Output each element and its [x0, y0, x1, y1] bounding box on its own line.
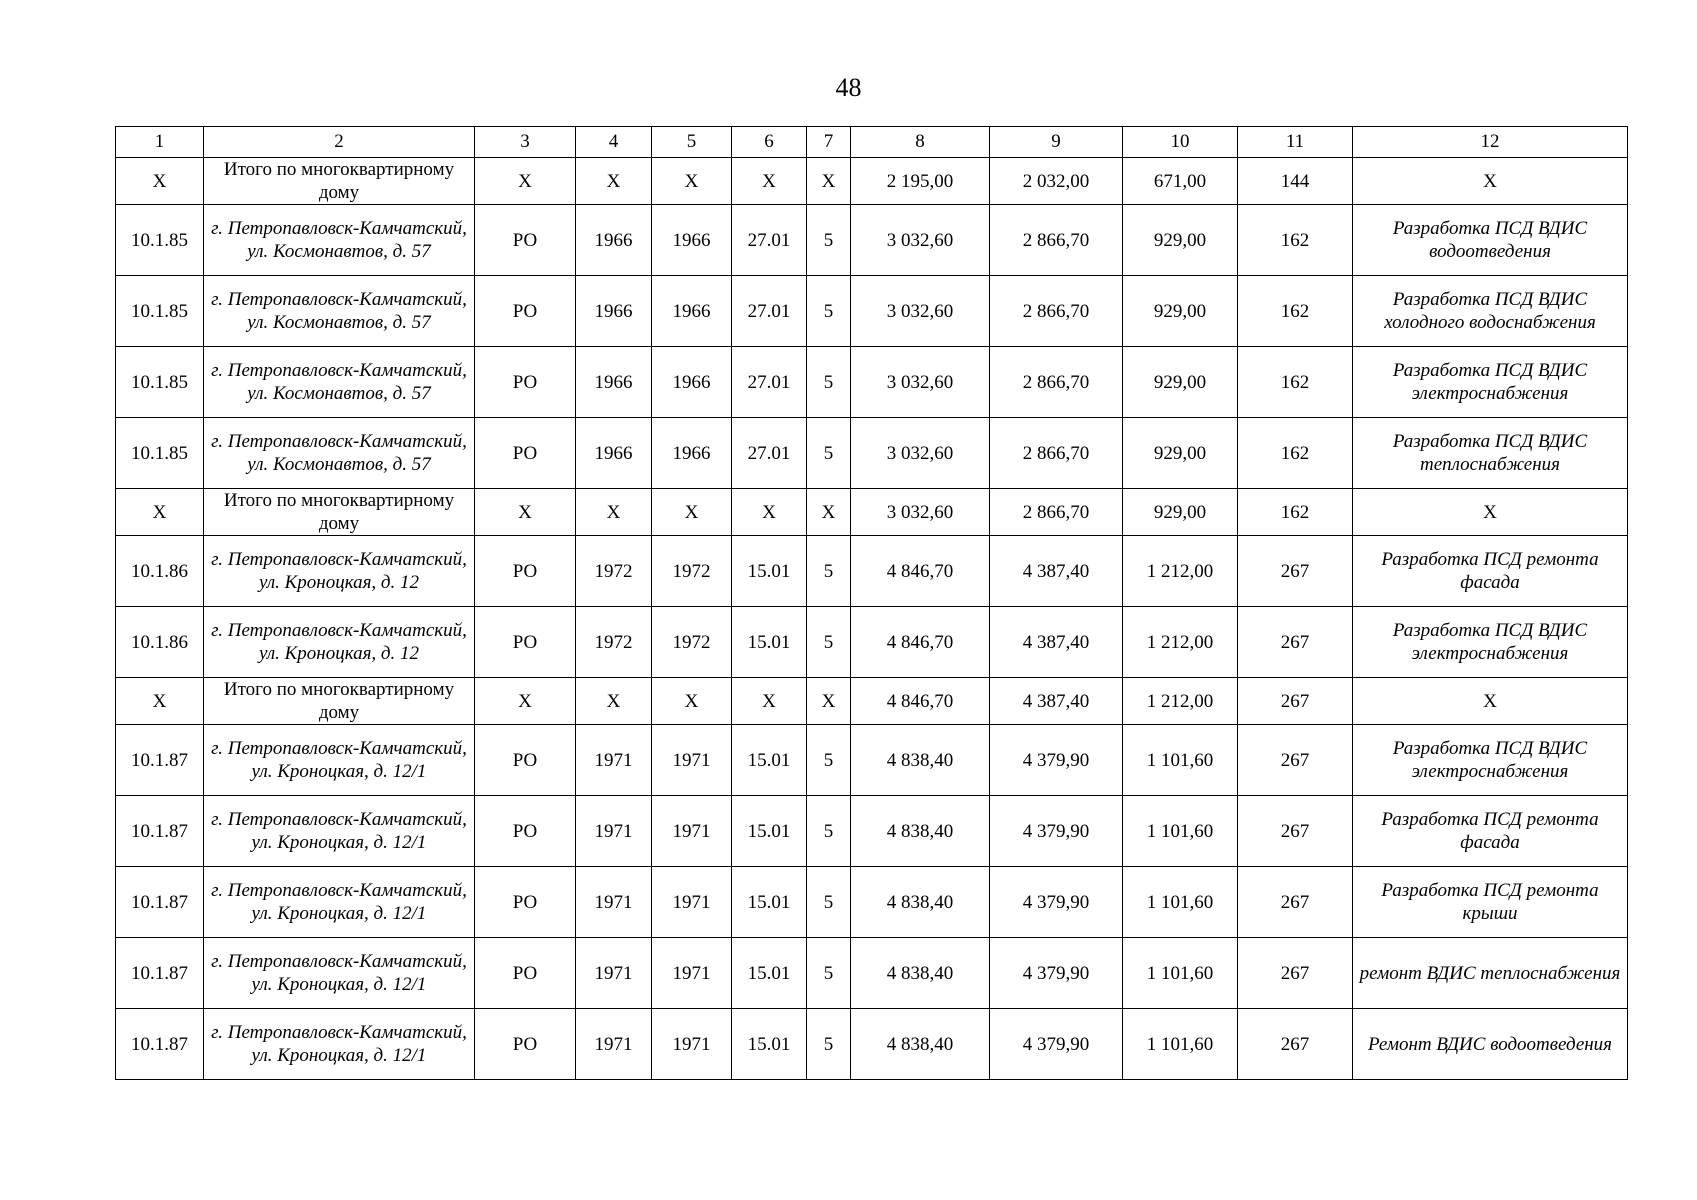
- floors-cell: 5: [807, 796, 851, 867]
- total-area-cell: 3 032,60: [851, 347, 990, 418]
- column-header: 7: [807, 127, 851, 158]
- column-header: 11: [1238, 127, 1353, 158]
- residents-cell: 144: [1238, 158, 1353, 205]
- work-type-cell: Разработка ПСД ВДИС электроснабжения: [1353, 725, 1628, 796]
- floors-cell: 5: [807, 347, 851, 418]
- address-cell: г. Петропавловск-Камчатский, ул. Космонавтов, д. 57: [204, 205, 475, 276]
- year-commissioned-cell: 1971: [652, 867, 732, 938]
- residential-area-cell: 2 032,00: [990, 158, 1123, 205]
- year-commissioned-cell: 1966: [652, 276, 732, 347]
- work-type-cell: Разработка ПСД ремонта фасада: [1353, 796, 1628, 867]
- row-number-cell: 10.1.85: [116, 418, 204, 489]
- owner-cell: РО: [475, 418, 576, 489]
- nonresidential-area-cell: 929,00: [1123, 489, 1238, 536]
- total-label-cell: Итого по многоквартирному дому: [204, 678, 475, 725]
- total-area-cell: 4 846,70: [851, 607, 990, 678]
- residents-cell: 162: [1238, 205, 1353, 276]
- table-body: [116, 127, 1628, 1080]
- row-number-cell: Х: [116, 158, 204, 205]
- code-cell: 15.01: [732, 938, 807, 1009]
- total-area-cell: 3 032,60: [851, 489, 990, 536]
- owner-cell: РО: [475, 205, 576, 276]
- code-cell: 27.01: [732, 205, 807, 276]
- address-cell: г. Петропавловск-Камчатский, ул. Кроноцкая, д. 12/1: [204, 796, 475, 867]
- year-commissioned-cell: Х: [652, 489, 732, 536]
- owner-cell: Х: [475, 158, 576, 205]
- residential-area-cell: 4 379,90: [990, 867, 1123, 938]
- address-cell: г. Петропавловск-Камчатский, ул. Кроноцкая, д. 12: [204, 607, 475, 678]
- work-type-cell: Разработка ПСД ВДИС теплоснабжения: [1353, 418, 1628, 489]
- residents-cell: 267: [1238, 796, 1353, 867]
- nonresidential-area-cell: 929,00: [1123, 347, 1238, 418]
- table-row: [116, 1009, 1628, 1080]
- residential-area-cell: 2 866,70: [990, 347, 1123, 418]
- residential-area-cell: 4 379,90: [990, 938, 1123, 1009]
- work-type-cell: Ремонт ВДИС водоотведения: [1353, 1009, 1628, 1080]
- column-header: 1: [116, 127, 204, 158]
- floors-cell: 5: [807, 1009, 851, 1080]
- owner-cell: РО: [475, 276, 576, 347]
- work-type-cell: Разработка ПСД ВДИС холодного водоснабжения: [1353, 276, 1628, 347]
- residents-cell: 162: [1238, 347, 1353, 418]
- nonresidential-area-cell: 1 101,60: [1123, 725, 1238, 796]
- year-built-cell: 1966: [576, 205, 652, 276]
- total-row: [116, 158, 1628, 205]
- work-type-cell: Разработка ПСД ВДИС электроснабжения: [1353, 347, 1628, 418]
- owner-cell: РО: [475, 1009, 576, 1080]
- floors-cell: Х: [807, 489, 851, 536]
- total-area-cell: 4 838,40: [851, 1009, 990, 1080]
- total-area-cell: 4 846,70: [851, 678, 990, 725]
- address-cell: г. Петропавловск-Камчатский, ул. Космонавтов, д. 57: [204, 276, 475, 347]
- owner-cell: Х: [475, 489, 576, 536]
- total-label-cell: Итого по многоквартирному дому: [204, 489, 475, 536]
- nonresidential-area-cell: 929,00: [1123, 418, 1238, 489]
- row-number-cell: 10.1.87: [116, 1009, 204, 1080]
- year-built-cell: 1971: [576, 867, 652, 938]
- year-commissioned-cell: Х: [652, 678, 732, 725]
- work-type-cell: Разработка ПСД ВДИС электроснабжения: [1353, 607, 1628, 678]
- total-area-cell: 4 838,40: [851, 867, 990, 938]
- residential-area-cell: 4 379,90: [990, 1009, 1123, 1080]
- year-built-cell: Х: [576, 678, 652, 725]
- residents-cell: 162: [1238, 418, 1353, 489]
- total-area-cell: 4 838,40: [851, 938, 990, 1009]
- residents-cell: 162: [1238, 276, 1353, 347]
- nonresidential-area-cell: 929,00: [1123, 276, 1238, 347]
- year-built-cell: 1972: [576, 607, 652, 678]
- floors-cell: 5: [807, 418, 851, 489]
- column-header: 5: [652, 127, 732, 158]
- table-row: [116, 276, 1628, 347]
- header-row: [116, 127, 1628, 158]
- column-header: 3: [475, 127, 576, 158]
- work-type-cell: Х: [1353, 489, 1628, 536]
- row-number-cell: 10.1.85: [116, 205, 204, 276]
- year-commissioned-cell: Х: [652, 158, 732, 205]
- row-number-cell: Х: [116, 489, 204, 536]
- work-type-cell: Разработка ПСД ремонта фасада: [1353, 536, 1628, 607]
- row-number-cell: 10.1.87: [116, 938, 204, 1009]
- residents-cell: 267: [1238, 867, 1353, 938]
- residents-cell: 267: [1238, 938, 1353, 1009]
- column-header: 8: [851, 127, 990, 158]
- year-commissioned-cell: 1971: [652, 725, 732, 796]
- year-built-cell: Х: [576, 158, 652, 205]
- floors-cell: 5: [807, 276, 851, 347]
- code-cell: Х: [732, 158, 807, 205]
- year-built-cell: 1971: [576, 796, 652, 867]
- year-built-cell: 1966: [576, 347, 652, 418]
- nonresidential-area-cell: 1 212,00: [1123, 607, 1238, 678]
- code-cell: 27.01: [732, 276, 807, 347]
- residential-area-cell: 2 866,70: [990, 418, 1123, 489]
- row-number-cell: 10.1.86: [116, 607, 204, 678]
- address-cell: г. Петропавловск-Камчатский, ул. Кроноцкая, д. 12/1: [204, 867, 475, 938]
- nonresidential-area-cell: 1 101,60: [1123, 1009, 1238, 1080]
- work-type-cell: ремонт ВДИС теплоснабжения: [1353, 938, 1628, 1009]
- year-commissioned-cell: 1966: [652, 205, 732, 276]
- table-row: [116, 536, 1628, 607]
- address-cell: г. Петропавловск-Камчатский, ул. Кроноцкая, д. 12/1: [204, 938, 475, 1009]
- owner-cell: РО: [475, 607, 576, 678]
- total-row: [116, 678, 1628, 725]
- table-row: [116, 938, 1628, 1009]
- total-row: [116, 489, 1628, 536]
- year-built-cell: 1972: [576, 536, 652, 607]
- residents-cell: 267: [1238, 536, 1353, 607]
- nonresidential-area-cell: 1 212,00: [1123, 536, 1238, 607]
- nonresidential-area-cell: 1 101,60: [1123, 796, 1238, 867]
- year-commissioned-cell: 1966: [652, 418, 732, 489]
- residential-area-cell: 4 379,90: [990, 796, 1123, 867]
- row-number-cell: 10.1.85: [116, 276, 204, 347]
- year-built-cell: 1966: [576, 276, 652, 347]
- owner-cell: РО: [475, 796, 576, 867]
- address-cell: г. Петропавловск-Камчатский, ул. Кроноцкая, д. 12: [204, 536, 475, 607]
- residents-cell: 267: [1238, 678, 1353, 725]
- residential-area-cell: 4 387,40: [990, 607, 1123, 678]
- code-cell: 15.01: [732, 867, 807, 938]
- residents-cell: 267: [1238, 725, 1353, 796]
- code-cell: 15.01: [732, 536, 807, 607]
- residential-area-cell: 2 866,70: [990, 205, 1123, 276]
- floors-cell: Х: [807, 158, 851, 205]
- total-label-cell: Итого по многоквартирному дому: [204, 158, 475, 205]
- floors-cell: 5: [807, 725, 851, 796]
- row-number-cell: 10.1.85: [116, 347, 204, 418]
- code-cell: 27.01: [732, 418, 807, 489]
- code-cell: Х: [732, 489, 807, 536]
- floors-cell: 5: [807, 607, 851, 678]
- owner-cell: РО: [475, 725, 576, 796]
- year-commissioned-cell: 1966: [652, 347, 732, 418]
- nonresidential-area-cell: 1 212,00: [1123, 678, 1238, 725]
- year-commissioned-cell: 1971: [652, 796, 732, 867]
- floors-cell: 5: [807, 205, 851, 276]
- floors-cell: 5: [807, 938, 851, 1009]
- owner-cell: РО: [475, 938, 576, 1009]
- address-cell: г. Петропавловск-Камчатский, ул. Кроноцкая, д. 12/1: [204, 725, 475, 796]
- year-built-cell: 1971: [576, 725, 652, 796]
- column-header: 2: [204, 127, 475, 158]
- total-area-cell: 4 846,70: [851, 536, 990, 607]
- year-commissioned-cell: 1972: [652, 607, 732, 678]
- nonresidential-area-cell: 671,00: [1123, 158, 1238, 205]
- total-area-cell: 3 032,60: [851, 205, 990, 276]
- page-number: 48: [835, 73, 862, 102]
- work-type-cell: Разработка ПСД ремонта крыши: [1353, 867, 1628, 938]
- residential-area-cell: 4 387,40: [990, 678, 1123, 725]
- floors-cell: 5: [807, 867, 851, 938]
- year-built-cell: Х: [576, 489, 652, 536]
- row-number-cell: 10.1.87: [116, 867, 204, 938]
- table-row: [116, 205, 1628, 276]
- row-number-cell: 10.1.87: [116, 796, 204, 867]
- year-commissioned-cell: 1971: [652, 938, 732, 1009]
- data-table: [115, 126, 1628, 1080]
- year-commissioned-cell: 1971: [652, 1009, 732, 1080]
- table-row: [116, 347, 1628, 418]
- year-built-cell: 1971: [576, 1009, 652, 1080]
- residential-area-cell: 2 866,70: [990, 276, 1123, 347]
- code-cell: Х: [732, 678, 807, 725]
- code-cell: 27.01: [732, 347, 807, 418]
- residential-area-cell: 2 866,70: [990, 489, 1123, 536]
- work-type-cell: Х: [1353, 678, 1628, 725]
- residential-area-cell: 4 379,90: [990, 725, 1123, 796]
- total-area-cell: 4 838,40: [851, 796, 990, 867]
- column-header: 10: [1123, 127, 1238, 158]
- owner-cell: РО: [475, 867, 576, 938]
- table-row: [116, 725, 1628, 796]
- table-row: [116, 796, 1628, 867]
- total-area-cell: 3 032,60: [851, 276, 990, 347]
- column-header: 9: [990, 127, 1123, 158]
- row-number-cell: 10.1.86: [116, 536, 204, 607]
- work-type-cell: Разработка ПСД ВДИС водоотведения: [1353, 205, 1628, 276]
- code-cell: 15.01: [732, 607, 807, 678]
- code-cell: 15.01: [732, 1009, 807, 1080]
- code-cell: 15.01: [732, 796, 807, 867]
- address-cell: г. Петропавловск-Камчатский, ул. Кроноцкая, д. 12/1: [204, 1009, 475, 1080]
- row-number-cell: 10.1.87: [116, 725, 204, 796]
- column-header: 6: [732, 127, 807, 158]
- residents-cell: 267: [1238, 607, 1353, 678]
- column-header: 12: [1353, 127, 1628, 158]
- owner-cell: Х: [475, 678, 576, 725]
- residents-cell: 267: [1238, 1009, 1353, 1080]
- residents-cell: 162: [1238, 489, 1353, 536]
- total-area-cell: 2 195,00: [851, 158, 990, 205]
- nonresidential-area-cell: 1 101,60: [1123, 938, 1238, 1009]
- nonresidential-area-cell: 1 101,60: [1123, 867, 1238, 938]
- year-commissioned-cell: 1972: [652, 536, 732, 607]
- work-type-cell: Х: [1353, 158, 1628, 205]
- total-area-cell: 4 838,40: [851, 725, 990, 796]
- year-built-cell: 1971: [576, 938, 652, 1009]
- owner-cell: РО: [475, 536, 576, 607]
- owner-cell: РО: [475, 347, 576, 418]
- floors-cell: Х: [807, 678, 851, 725]
- column-header: 4: [576, 127, 652, 158]
- row-number-cell: Х: [116, 678, 204, 725]
- address-cell: г. Петропавловск-Камчатский, ул. Космонавтов, д. 57: [204, 418, 475, 489]
- total-area-cell: 3 032,60: [851, 418, 990, 489]
- floors-cell: 5: [807, 536, 851, 607]
- code-cell: 15.01: [732, 725, 807, 796]
- address-cell: г. Петропавловск-Камчатский, ул. Космонавтов, д. 57: [204, 347, 475, 418]
- table-row: [116, 418, 1628, 489]
- table-row: [116, 607, 1628, 678]
- year-built-cell: 1966: [576, 418, 652, 489]
- residential-area-cell: 4 387,40: [990, 536, 1123, 607]
- table-row: [116, 867, 1628, 938]
- nonresidential-area-cell: 929,00: [1123, 205, 1238, 276]
